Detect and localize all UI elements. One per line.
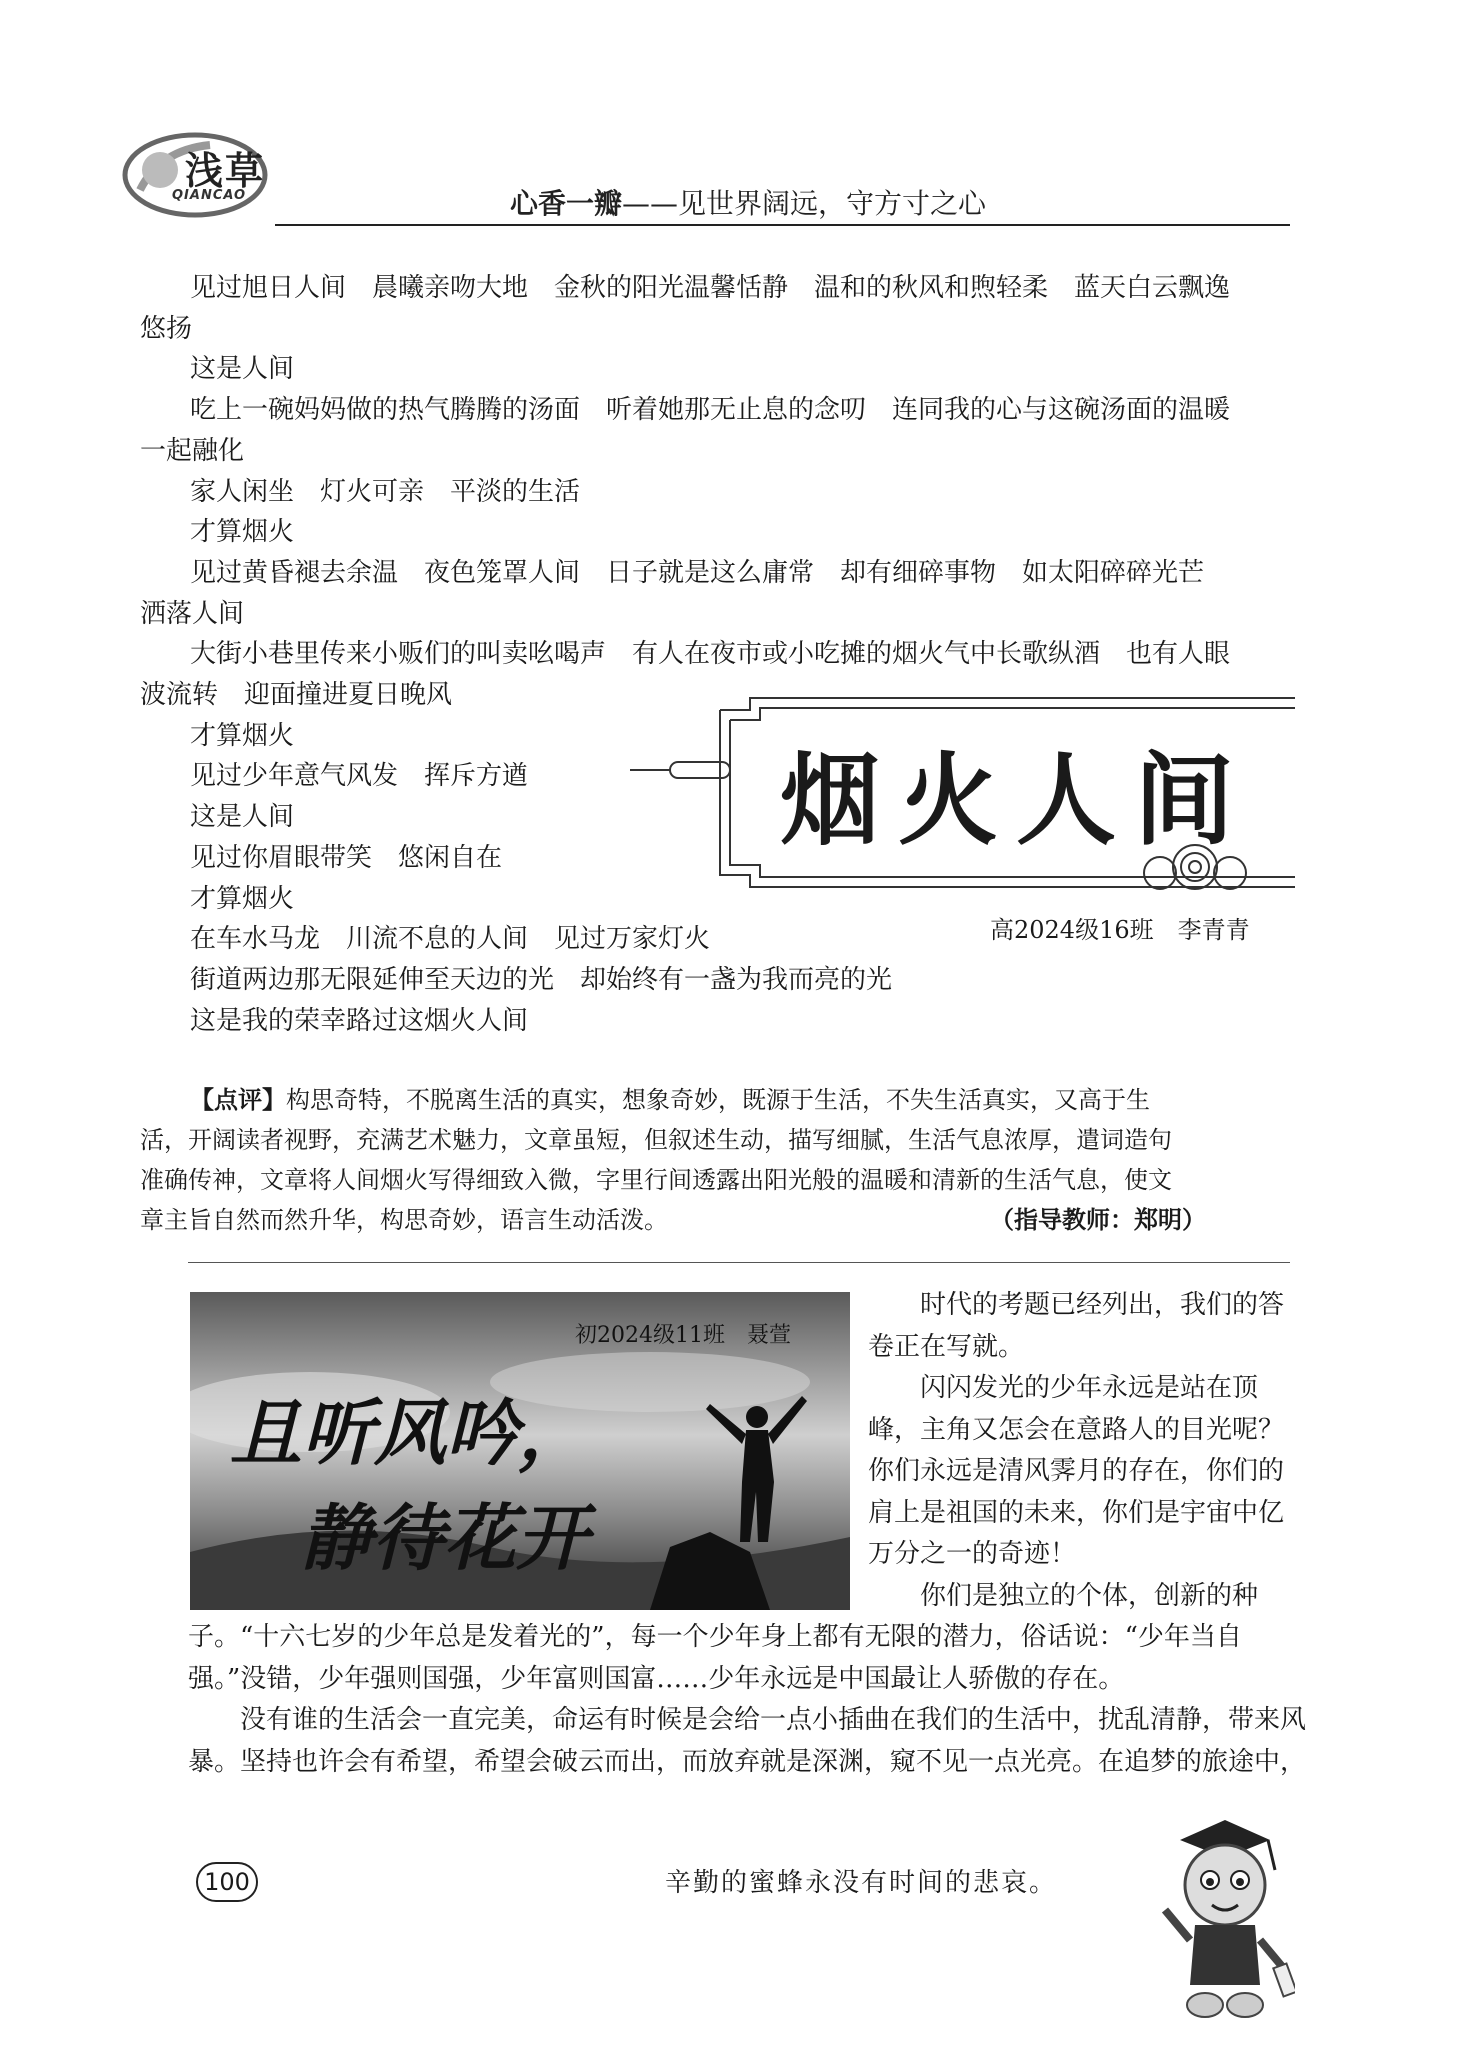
article2-line: 你们是独立的个体，创新的种 [868,1580,1259,1611]
poem-line: 吃上一碗妈妈做的热气腾腾的汤面 听着她那无止息的念叨 连同我的心与这碗汤面的温暖 [190,395,1231,426]
poem-line: 见过旭日人间 晨曦亲吻大地 金秋的阳光温馨恬静 温和的秋风和煦轻柔 蓝天白云飘逸 [190,273,1231,303]
article2-title-line2: 静待花开 [300,1495,589,1580]
poem-line: 这是人间 [190,354,295,385]
article2-line: 峰，主角又怎会在意路人的目光呢？ [868,1414,1285,1445]
review-line [190,1080,1150,1120]
article2-line: 暴。坚持也许会有希望，希望会破云而出，而放弃就是深渊，窥不见一点光亮。在追梦的旅途中， [188,1746,1307,1777]
footer-motto: 辛勤的蜜蜂永没有时间的悲哀。 [665,1868,1058,1898]
page-number: 100 [196,1862,258,1902]
review-line [140,1200,668,1240]
poem-line: 街道两边那无限延伸至天边的光 却始终有一盏为我而亮的光 [190,964,893,995]
article2-line: 万分之一的奇迹！ [868,1539,1077,1569]
article2-line: 肩上是祖国的未来，你们是宇宙中亿 [868,1497,1285,1528]
column-name: 心香一瓣 [510,187,623,220]
mascot-icon [1150,1800,1295,2030]
logo-subtitle: QIANCAO [172,188,247,203]
article2-line: 强。”没错，少年强则国强，少年富则国富……少年永远是中国最让人骄傲的存在。 [188,1663,1125,1694]
poem-line: 见过你眉眼带笑 悠闲自在 [190,842,503,873]
poem-line: 这是人间 [190,802,295,833]
review-text: 章主旨自然而然升华，构思奇妙，语言生动活泼。 [140,1206,668,1234]
review-text: 构思奇特，不脱离生活的真实，想象奇妙，既源于生活，不失生活真实，又高于生 [286,1086,1150,1114]
poem-line: 波流转 迎面撞进夏日晚风 [140,680,453,710]
column-header [510,182,986,222]
poem-line: 在车水马龙 川流不息的人间 见过万家灯火 [190,924,711,955]
review-text: 准确传神，文章将人间烟火写得细致入微，字里行间透露出阳光般的温暖和清新的生活气息，使文 [140,1166,1172,1194]
poem-line: 这是我的荣幸路过这烟火人间 [190,1005,529,1036]
section-divider [188,1262,1290,1263]
poem-line: 才算烟火 [190,517,295,548]
poem-byline: 高2024级16班 李青青 [990,916,1250,944]
article2-title-line1: 且听风吟， [230,1390,591,1475]
poem-line: 才算烟火 [190,883,295,914]
poem-line: 见过少年意气风发 挥斥方遒 [190,761,529,792]
review-text: 活，开阔读者视野，充满艺术魅力，文章虽短，但叙述生动，描写细腻，生活气息浓厚，遣词造句 [140,1126,1172,1154]
poem-line: 洒落人间 [140,598,245,629]
review-teacher: （指导教师：郑明） [990,1206,1206,1234]
logo-text: 浅草 [185,149,266,193]
poem-line: 才算烟火 [190,720,295,751]
poem-line: 家人闲坐 灯火可亲 平淡的生活 [190,476,581,507]
article2-line: 时代的考题已经列出，我们的答 [868,1290,1285,1320]
poem-title: 烟火人间 [780,742,1252,859]
review-tag: 【点评】 [190,1086,286,1114]
column-tagline: ——见世界阔远，守方寸之心 [622,187,987,220]
article2-line: 子。“十六七岁的少年总是发着光的”，每一个少年身上都有无限的潜力，俗话说：“少年当自 [188,1622,1242,1652]
poem-line: 见过黄昏褪去余温 夜色笼罩人间 日子就是这么庸常 却有细碎事物 如太阳碎碎光芒 [190,557,1205,588]
poem-line: 大街小巷里传来小贩们的叫卖吆喝声 有人在夜市或小吃摊的烟火气中长歌纵酒 也有人眼 [190,639,1231,670]
review-line [140,1160,1172,1200]
header-rule [275,224,1290,226]
article2-byline: 初2024级11班 聂萱 [575,1323,791,1348]
article2-line: 没有谁的生活会一直完美，命运有时候是会给一点小插曲在我们的生活中，扰乱清静，带来风 [188,1705,1307,1735]
review-line [140,1120,1172,1160]
poem-line: 悠扬 [140,313,193,344]
poem-line: 一起融化 [140,435,245,466]
article2-line: 卷正在写就。 [868,1331,1025,1362]
article2-line: 你们永远是清风霁月的存在，你们的 [868,1456,1285,1486]
article2-line: 闪闪发光的少年永远是站在顶 [868,1373,1259,1403]
